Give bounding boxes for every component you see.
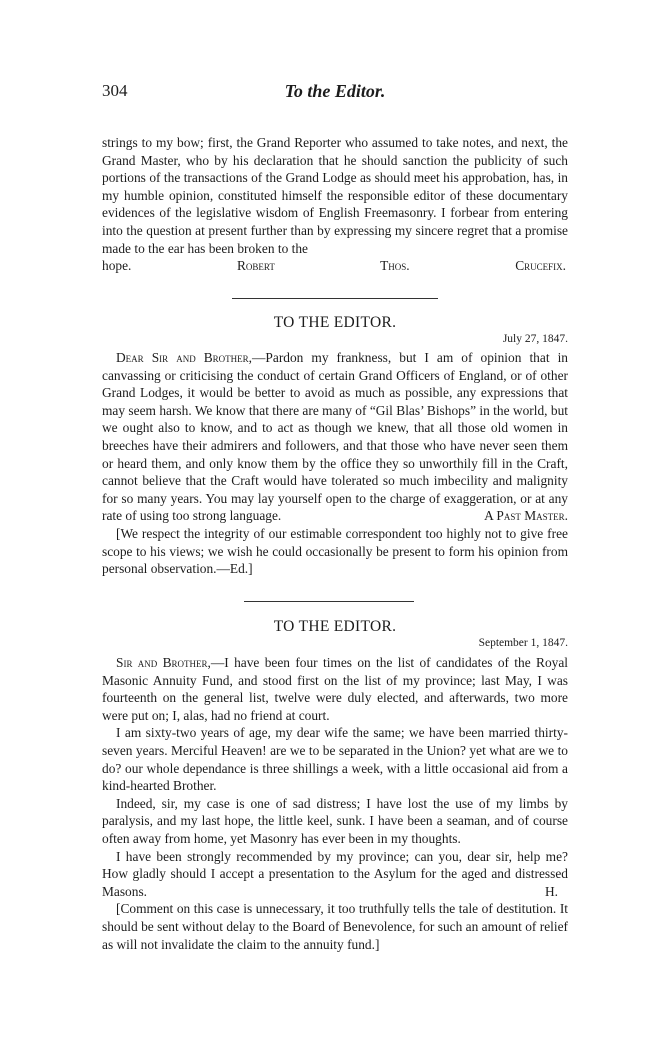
letter-heading: TO THE EDITOR. bbox=[273, 314, 397, 331]
running-title: To the Editor. bbox=[284, 81, 386, 101]
continuation-body: strings to my bow; first, the Grand Reporter who assumed to take notes, and next, the Grand Master, who by his declaration that he should sanction the publicity of such portions of the transactions of the Grand Lodge as should meet his approbation, has, in my humble opinion, constituted himself the responsible editor of these documentary evidences of the legislative wisdom of English Freemasonry. I forbear from entering into the question at present further than by expressing my sincere regret that a promise made to the ear has been broken to the bbox=[102, 135, 568, 256]
continuation-last-word: hope. bbox=[102, 258, 132, 274]
continuation-sign-line bbox=[102, 257, 568, 275]
signature-past-master: A Past Master. bbox=[484, 508, 568, 524]
editor-note: [Comment on this case is unnecessary, it too truthfully tells the tale of destitution. It should be sent without delay to the Board of Benevolence, for such an amount of relief as will not invalidate the claim to the annuity fund.] bbox=[102, 901, 568, 952]
salutation: Dear Sir and Brother, bbox=[116, 350, 253, 365]
letter-date: September 1, 1847. bbox=[478, 637, 568, 649]
page-header bbox=[102, 81, 568, 107]
signature-h: H. bbox=[544, 883, 558, 899]
letter-continuation bbox=[102, 134, 568, 275]
page-number: 304 bbox=[102, 81, 128, 100]
letter-paragraph: I have been strongly recommended by my province; can you, dear sir, help me? How gladly should I accept a presentation to the Asylum for the aged and distressed Masons. H. bbox=[102, 848, 568, 899]
letter-paragraph: Indeed, sir, my case is one of sad distress; I have lost the use of my limbs by paralysis, and my last hope, the little keel, sunk. I have been a seaman, and of course often away from home, yet Masonry has ever been in my thoughts. bbox=[102, 795, 568, 846]
letter-body bbox=[102, 654, 568, 953]
letter-heading: TO THE EDITOR. bbox=[273, 618, 397, 635]
signature-crucefix: Robert Thos. Crucefix. bbox=[236, 258, 566, 274]
letter-body bbox=[102, 349, 568, 578]
letter-paragraph: I am sixty-two years of age, my dear wife the same; we have been married thirty-seven years. Merciful Heaven! are we to be separated in the Union? yet what are we to do? our whole dependance is three shillings a week, with a little occasional aid from a kind-hearted Brother. bbox=[102, 725, 568, 794]
letter-paragraph: Dear Sir and Brother,—Pardon my frankness, but I am of opinion that in canvassing or criticising the conduct of certain Grand Officers of England, or of other Grand Lodges, it would be better to avoid as much as possible, any expressions that may seem harsh. We know that there are many of “Gil Blas’ Bishops” in the world, but we ought also to know, and to act as though we knew, that all those old women in breeches have their admirers and followers, and that those who have never seen them or heard them, and only know them by the office they so unworthily fill in the Craft, cannot believe that the Craft would have tolerated so much imbecility and malignity for so many years. You may lay yourself open to the charge of exaggeration, or at any rate of using too strong language. A Past Master. bbox=[102, 350, 568, 524]
salutation: Sir and Brother, bbox=[116, 655, 211, 670]
letter-date: July 27, 1847. bbox=[502, 333, 568, 345]
section-divider bbox=[232, 298, 438, 299]
letter-paragraph: Sir and Brother,—I have been four times on the list of candidates of the Royal Masonic Annuity Fund, and stood first on the list of my province; last May, I was fourteenth on the general list, twelve were duly elected, and afterwards, two more were put on; I, alas, had no friend at court. bbox=[102, 655, 568, 723]
section-divider bbox=[244, 601, 414, 602]
editor-note: [We respect the integrity of our estimable correspondent too highly not to give free scope to his views; we wish he could occasionally be present to form his opinion from personal observation.—Ed.] bbox=[102, 525, 568, 577]
